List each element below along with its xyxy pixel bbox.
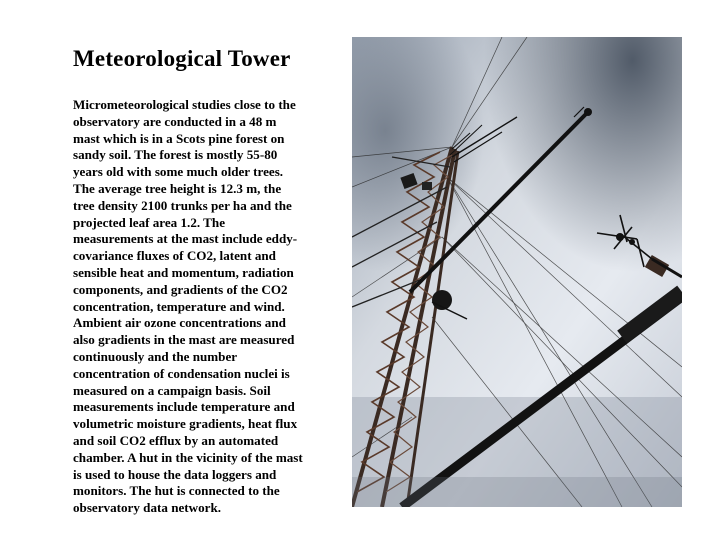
text-line: concentration of condensation nuclei is [73,365,290,381]
text-line: and soil CO2 efflux by an automated [73,432,279,448]
text-line: Ambient air ozone concentrations and [73,315,286,331]
text-line: tree density 2100 trunks per ha and the [73,197,292,213]
slide-title: Meteorological Tower [73,46,291,71]
text-line: chamber. A hut in the vicinity of the mast [73,449,303,465]
text-line: The average tree height is 12.3 m, the [73,180,282,196]
text-line: projected leaf area 1.2. The [73,214,226,230]
text-line: measured on a campaign basis. Soil [73,382,271,398]
text-line: measurements at the mast include eddy- [73,231,298,247]
tower-photo [352,37,682,507]
text-line: monitors. The hut is connected to the [73,483,280,499]
text-line: continuously and the number [73,348,238,364]
text-line: volumetric moisture gradients, heat flux [73,416,298,432]
text-line: is used to house the data loggers and [73,466,277,482]
text-line: Micrometeorological studies close to the [73,97,296,112]
text-line: sandy soil. The forest is mostly 55-80 [73,147,278,163]
text-line: measurements include temperature and [73,399,295,415]
text-line: sensible heat and momentum, radiation [73,264,294,280]
description-text [73,97,331,517]
text-line: years old with some much older trees. [73,164,284,180]
text-line: covariance fluxes of CO2, latent and [73,248,276,264]
text-line: mast which is in a Scots pine forest on [73,130,285,146]
text-line: also gradients in the mast are measured [73,332,295,348]
text-line: components, and gradients of the CO2 [73,281,288,297]
text-line: observatory data network. [73,500,222,516]
text-line: observatory are conducted in a 48 m [73,113,277,129]
text-line: concentration, temperature and wind. [73,298,285,314]
